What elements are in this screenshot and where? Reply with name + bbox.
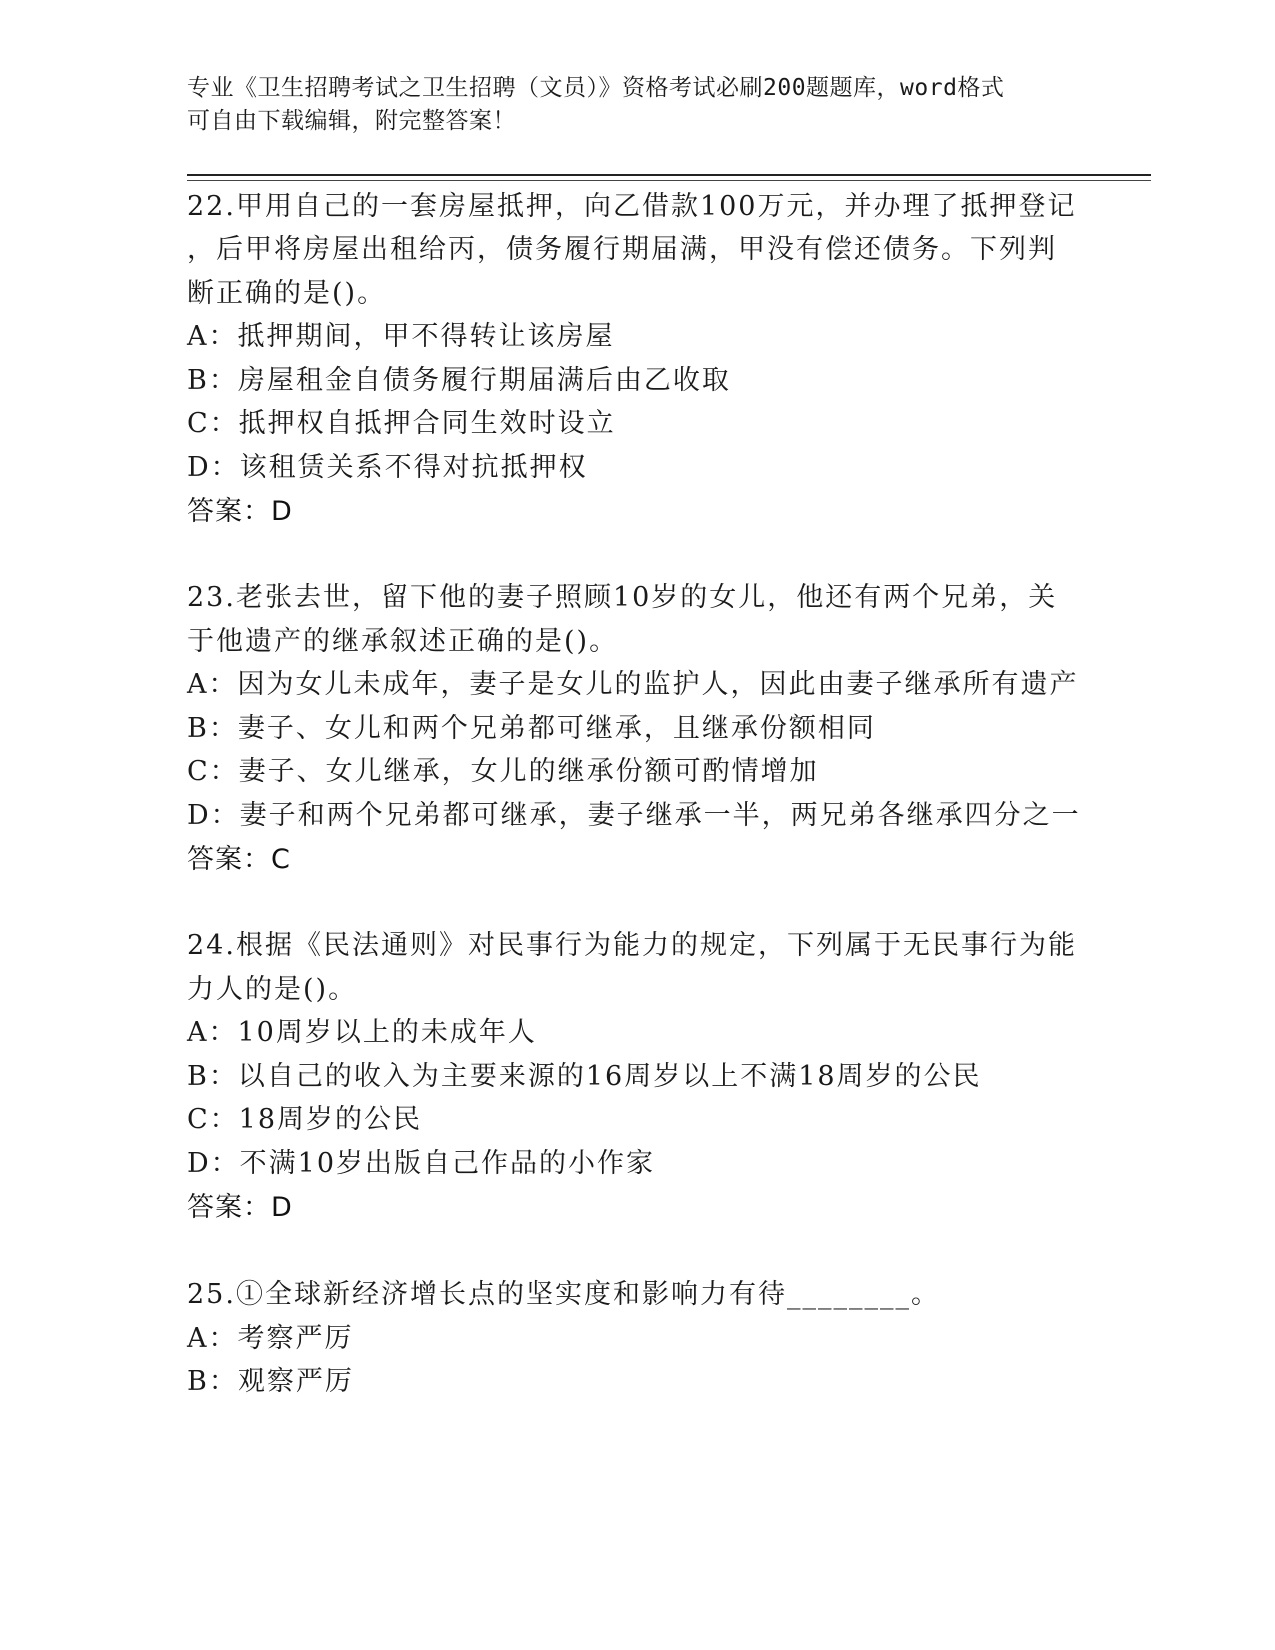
question-stem-line: 22.甲用自己的一套房屋抵押，向乙借款100万元，并办理了抵押登记 [187,191,1077,222]
answer: 答案：D [187,1192,293,1223]
document-header [187,72,1067,138]
option-b: B：房屋租金自债务履行期届满后由乙收取 [187,365,731,396]
question-stem-line: 24.根据《民法通则》对民事行为能力的规定，下列属于无民事行为能 [187,930,1077,961]
option-c: C：18周岁的公民 [187,1104,423,1135]
header-rule-thin [187,180,1151,181]
header-line-1: 专业《卫生招聘考试之卫生招聘（文员）》资格考试必刷200题题库，word格式 [187,75,1005,101]
question-stem-line: 于他遗产的继承叙述正确的是()。 [187,626,619,657]
option-b: B：以自己的收入为主要来源的16周岁以上不满18周岁的公民 [187,1061,982,1092]
question-stem-line: 23.老张去世，留下他的妻子照顾10岁的女儿，他还有两个兄弟，关 [187,582,1058,613]
option-c: C：妻子、女儿继承，女儿的继承份额可酌情增加 [187,756,819,787]
option-a: A：因为女儿未成年，妻子是女儿的监护人，因此由妻子继承所有遗产 [187,669,1079,700]
question-stem-line: 25.①全球新经济增长点的坚实度和影响力有待________。 [187,1279,940,1310]
option-d: D：不满10岁出版自己作品的小作家 [187,1148,656,1179]
answer: 答案：C [187,844,291,875]
option-a: A：10周岁以上的未成年人 [187,1017,537,1048]
question-stem-line: ，后甲将房屋出租给丙，债务履行期届满，甲没有偿还债务。下列判 [187,234,1057,265]
header-rule-thick [187,174,1151,176]
option-c: C：抵押权自抵押合同生效时设立 [187,408,616,439]
option-d: D：该租赁关系不得对抗抵押权 [187,452,588,483]
answer: 答案：D [187,496,293,527]
option-d: D：妻子和两个兄弟都可继承，妻子继承一半，两兄弟各继承四分之一 [187,800,1081,831]
option-a: A：考察严厉 [187,1323,354,1354]
option-b: B：观察严厉 [187,1366,354,1397]
option-a: A：抵押期间，甲不得转让该房屋 [187,321,615,352]
option-b: B：妻子、女儿和两个兄弟都可继承，且继承份额相同 [187,713,876,744]
question-stem-line: 力人的是()。 [187,974,358,1005]
header-line-2: 可自由下载编辑，附完整答案！ [187,108,516,134]
question-stem-line: 断正确的是()。 [187,278,387,309]
